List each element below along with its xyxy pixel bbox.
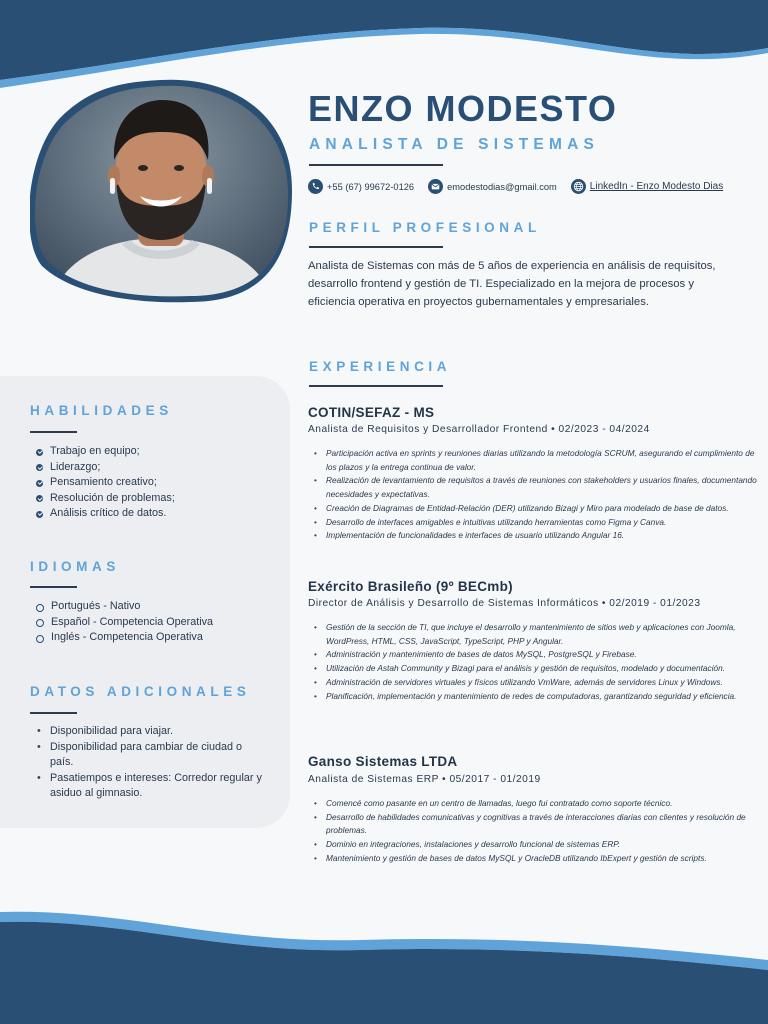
list-item: Inglés - Competencia Operativa: [36, 630, 213, 646]
candidate-name: ENZO MODESTO: [308, 88, 618, 129]
list-item: • Comencé como pasante en un centro de llamadas, luego fui contratado como soporte técnico.: [312, 797, 764, 811]
languages-divider: [30, 586, 77, 588]
phone-number: +55 (67) 99672-0126: [327, 181, 415, 192]
list-item: • Pasatiempos e intereses: Corredor regular y asiduo al gimnasio.: [36, 771, 268, 802]
list-item: • Desarrollo de habilidades comunicativas y cognitivas a través de interacciones diarias con clientes y resolución de problemas.: [312, 811, 764, 838]
contact-email[interactable]: [428, 179, 557, 194]
list-item: • Implementación de funcionalidades e interfaces de usuario utilizando Angular 16.: [312, 529, 764, 543]
contact-phone[interactable]: [308, 179, 414, 194]
job-bullets: [312, 621, 764, 703]
list-item: • Gestión de la sección de TI, que incluye el desarrollo y mantenimiento de sitios web y aplicaciones con Joomla, WordPress, HTML, CSS, JavaScript, TypeScript, PHP y Angular.: [312, 621, 764, 648]
list-item: • Dominio en integraciones, instalaciones y desarrollo funcional de sistemas ERP.: [312, 838, 764, 852]
contact-bar: [308, 179, 737, 194]
additional-section-title: DATOS ADICIONALES: [30, 684, 251, 699]
profile-summary: Analista de Sistemas con más de 5 años de experiencia en análisis de requisitos, desarrollo frontend y gestión de TI. Especializado en la mejora de procesos y eficiencia operativa en proyectos gubernamentales y empresariales.: [308, 260, 716, 308]
list-item: Pensamiento creativo;: [36, 475, 175, 491]
profile-section-title: PERFIL PROFESIONAL: [309, 220, 541, 235]
list-item: Liderazgo;: [36, 460, 175, 476]
email-icon: [428, 179, 443, 194]
job-role: Director de Análisis y Desarrollo de Sistemas Informáticos • 02/2019 - 01/2023: [308, 598, 701, 609]
list-item: • Mantenimiento y gestión de bases de datos MySQL y OracleDB utilizando IbExpert y gestión de scripts.: [312, 852, 764, 866]
bottom-wave-decoration: [0, 904, 768, 1024]
list-item: • Realización de levantamiento de requisitos a través de reuniones con stakeholders y usuarios finales, documentando necesidades y expectativas.: [312, 474, 764, 501]
job-company: Exército Brasileño (9º BECmb): [308, 579, 513, 594]
list-item: Trabajo en equipo;: [36, 444, 175, 460]
list-item: • Planificación, implementación y mantenimiento de redes de computadoras, garantizando seguridad y eficiencia.: [312, 690, 764, 704]
email-address: emodestodias@gmail.com: [447, 181, 557, 192]
phone-icon: [308, 179, 323, 194]
job-bullets: [312, 447, 764, 543]
globe-icon: [571, 179, 586, 194]
languages-list: [36, 599, 213, 646]
skills-section-title: HABILIDADES: [30, 403, 173, 418]
list-item: • Desarrollo de interfaces amigables e intuitivas utilizando herramientas como Figma y Canva.: [312, 516, 764, 530]
job-role: Analista de Requisitos y Desarrollador Frontend • 02/2023 - 04/2024: [308, 424, 650, 435]
job-company: COTIN/SEFAZ - MS: [308, 405, 435, 420]
experience-divider: [309, 385, 443, 387]
list-item: • Administración de servidores virtuales y físicos utilizando VmWare, además de servidores Linux y Windows.: [312, 676, 764, 690]
profile-photo: [30, 78, 292, 304]
list-item: • Participación activa en sprints y reuniones diarias utilizando la metodología SCRUM, asegurando el cumplimiento de los plazos y la entrega continua de valor.: [312, 447, 764, 474]
job-headline: ANALISTA DE SISTEMAS: [309, 136, 600, 153]
skills-divider: [30, 431, 77, 433]
list-item: • Utilización de Astah Community y Bizagi para el análisis y gestión de requisitos, modelado y documentación.: [312, 662, 764, 676]
job-role: Analista de Sistemas ERP • 05/2017 - 01/2019: [308, 774, 541, 785]
contact-linkedin[interactable]: [571, 179, 723, 194]
additional-list: [36, 724, 268, 802]
experience-section-title: EXPERIENCIA: [309, 359, 452, 374]
job-bullets: [312, 797, 764, 866]
list-item: • Administración y mantenimiento de bases de datos MySQL, PostgreSQL y Firebase.: [312, 648, 764, 662]
linkedin-link[interactable]: LinkedIn - Enzo Modesto Dias: [589, 181, 724, 192]
skills-list: [36, 444, 175, 522]
list-item: Resolución de problemas;: [36, 491, 175, 507]
list-item: Análisis crítico de datos.: [36, 506, 175, 522]
list-item: • Disponibilidad para cambiar de ciudad o país.: [36, 740, 268, 771]
header-divider: [309, 164, 443, 166]
profile-divider: [309, 246, 443, 248]
list-item: Portugués - Nativo: [36, 599, 213, 615]
job-company: Ganso Sistemas LTDA: [308, 754, 458, 769]
additional-divider: [30, 712, 77, 714]
list-item: • Disponibilidad para viajar.: [36, 724, 268, 740]
list-item: • Creación de Diagramas de Entidad-Relación (DER) utilizando Bizagi y Miro para modelado de base de datos.: [312, 502, 764, 516]
list-item: Español - Competencia Operativa: [36, 615, 213, 631]
languages-section-title: IDIOMAS: [30, 559, 120, 574]
